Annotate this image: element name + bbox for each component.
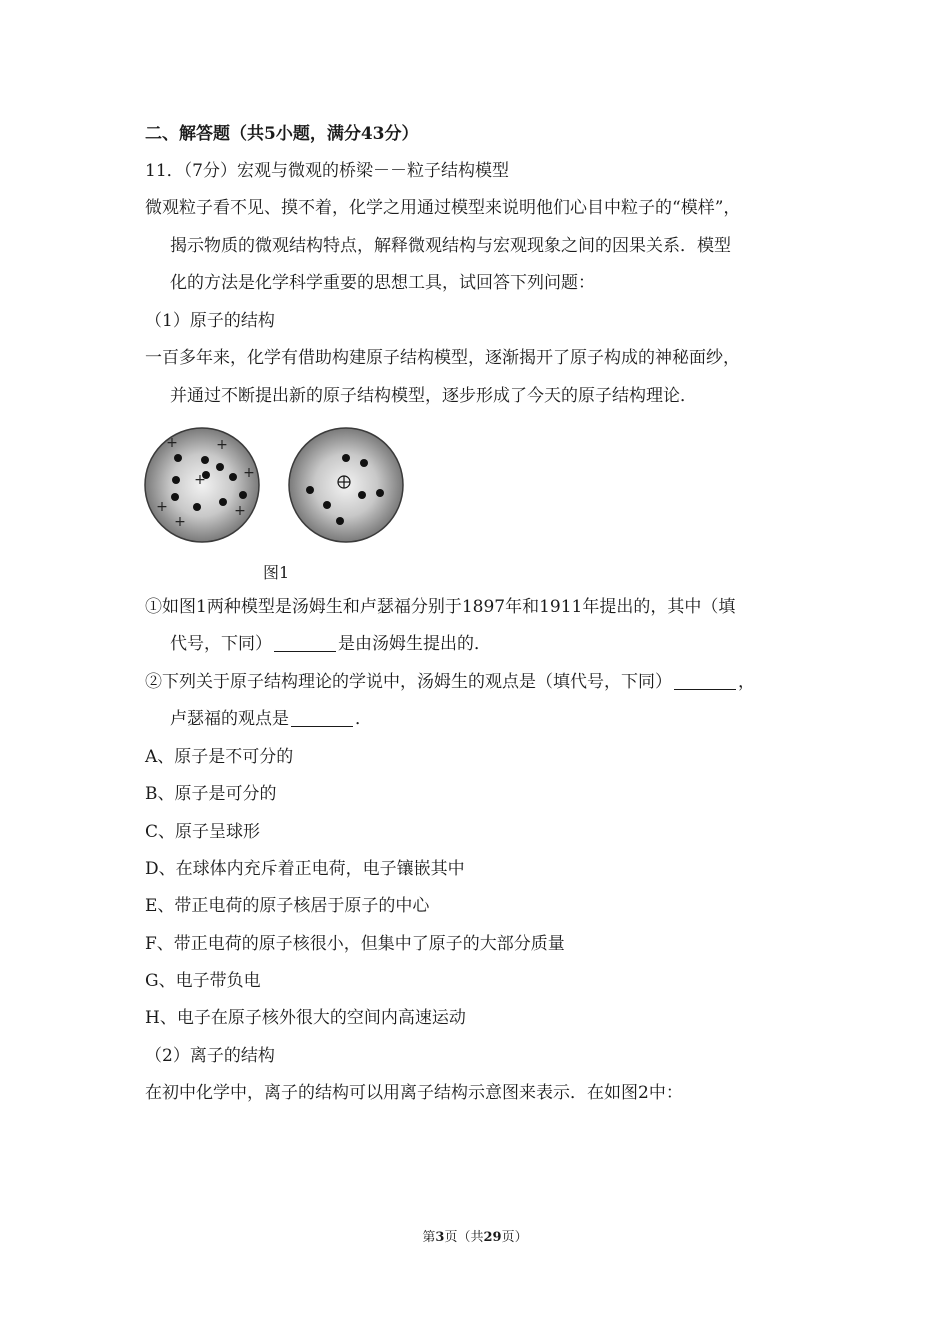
rutherford-nuclear-model xyxy=(289,428,403,542)
svg-text:+: + xyxy=(243,465,255,481)
q2-line-2-suffix: ． xyxy=(355,709,372,729)
part2-text: 在初中化学中，离子的结构可以用离子结构示意图来表示．在如图2中： xyxy=(145,1083,683,1103)
q2-rutherford-answer-blank[interactable] xyxy=(291,710,353,727)
svg-text:+: + xyxy=(174,514,186,530)
q1-line-2-prefix: 代号，下同） xyxy=(170,634,272,654)
footer-page-number: 3 xyxy=(435,1230,445,1245)
part1-heading: （1）原子的结构 xyxy=(145,311,275,331)
q2-line-1 xyxy=(145,670,755,694)
option-g: G、电子带负电 xyxy=(145,971,261,991)
svg-text:+: + xyxy=(166,435,178,451)
figure-1-caption: 图1 xyxy=(263,563,290,582)
q1-line-2-suffix: 是由汤姆生提出的． xyxy=(338,634,491,654)
footer-mid: 页（共 xyxy=(444,1230,484,1245)
svg-text:+: + xyxy=(194,472,206,488)
option-b: B、原子是可分的 xyxy=(145,784,277,804)
part1-text-line-1: 一百多年来，化学有借助构建原子结构模型，逐渐揭开了原子构成的神秘面纱， xyxy=(145,348,740,368)
intro-line-2: 揭示物质的微观结构特点，解释微观结构与宏观现象之间的因果关系．模型 xyxy=(170,236,731,256)
option-a: A、原子是不可分的 xyxy=(145,747,294,767)
option-f: F、带正电荷的原子核很小，但集中了原子的大部分质量 xyxy=(145,934,565,954)
footer-prefix: 第 xyxy=(422,1230,436,1245)
section-title: 二、解答题（共5小题，满分43分） xyxy=(145,124,419,144)
thomson-plum-pudding-model xyxy=(145,428,259,542)
question-header xyxy=(145,159,509,183)
q1-answer-blank[interactable] xyxy=(274,635,336,652)
part1-text-line-2: 并通过不断提出新的原子结构模型，逐步形成了今天的原子结构理论． xyxy=(170,386,697,406)
option-h: H、电子在原子核外很大的空间内高速运动 xyxy=(145,1008,466,1028)
option-c: C、原子呈球形 xyxy=(145,822,261,842)
q1-line-1: ①如图1两种模型是汤姆生和卢瑟福分别于1897年和1911年提出的，其中（填 xyxy=(145,597,736,617)
option-e: E、带正电荷的原子核居于原子的中心 xyxy=(145,896,430,916)
question-number: 11．（7分） xyxy=(145,161,237,181)
svg-text:+: + xyxy=(156,499,168,515)
intro-line-3: 化的方法是化学科学重要的思想工具，试回答下列问题： xyxy=(170,273,595,293)
footer-suffix: 页） xyxy=(501,1230,528,1245)
q2-line-2-prefix: 卢瑟福的观点是 xyxy=(170,709,289,729)
page-footer xyxy=(0,1226,950,1245)
q2-line-2 xyxy=(170,707,372,731)
svg-text:+: + xyxy=(216,437,228,453)
option-d: D、在球体内充斥着正电荷，电子镶嵌其中 xyxy=(145,859,465,879)
question-title: 宏观与微观的桥梁－－粒子结构模型 xyxy=(236,161,509,181)
q1-line-2 xyxy=(170,632,491,656)
q2-thomson-answer-blank[interactable] xyxy=(674,673,736,690)
part2-heading: （2）离子的结构 xyxy=(145,1046,275,1066)
q2-line-1-prefix: ②下列关于原子结构理论的学说中，汤姆生的观点是（填代号，下同） xyxy=(145,672,672,692)
q2-line-1-suffix: ， xyxy=(738,672,755,692)
svg-text:+: + xyxy=(234,503,246,519)
intro-line-1: 微观粒子看不见、摸不着，化学之用通过模型来说明他们心目中粒子的“模样”， xyxy=(145,198,741,218)
footer-total-pages: 29 xyxy=(483,1230,502,1245)
